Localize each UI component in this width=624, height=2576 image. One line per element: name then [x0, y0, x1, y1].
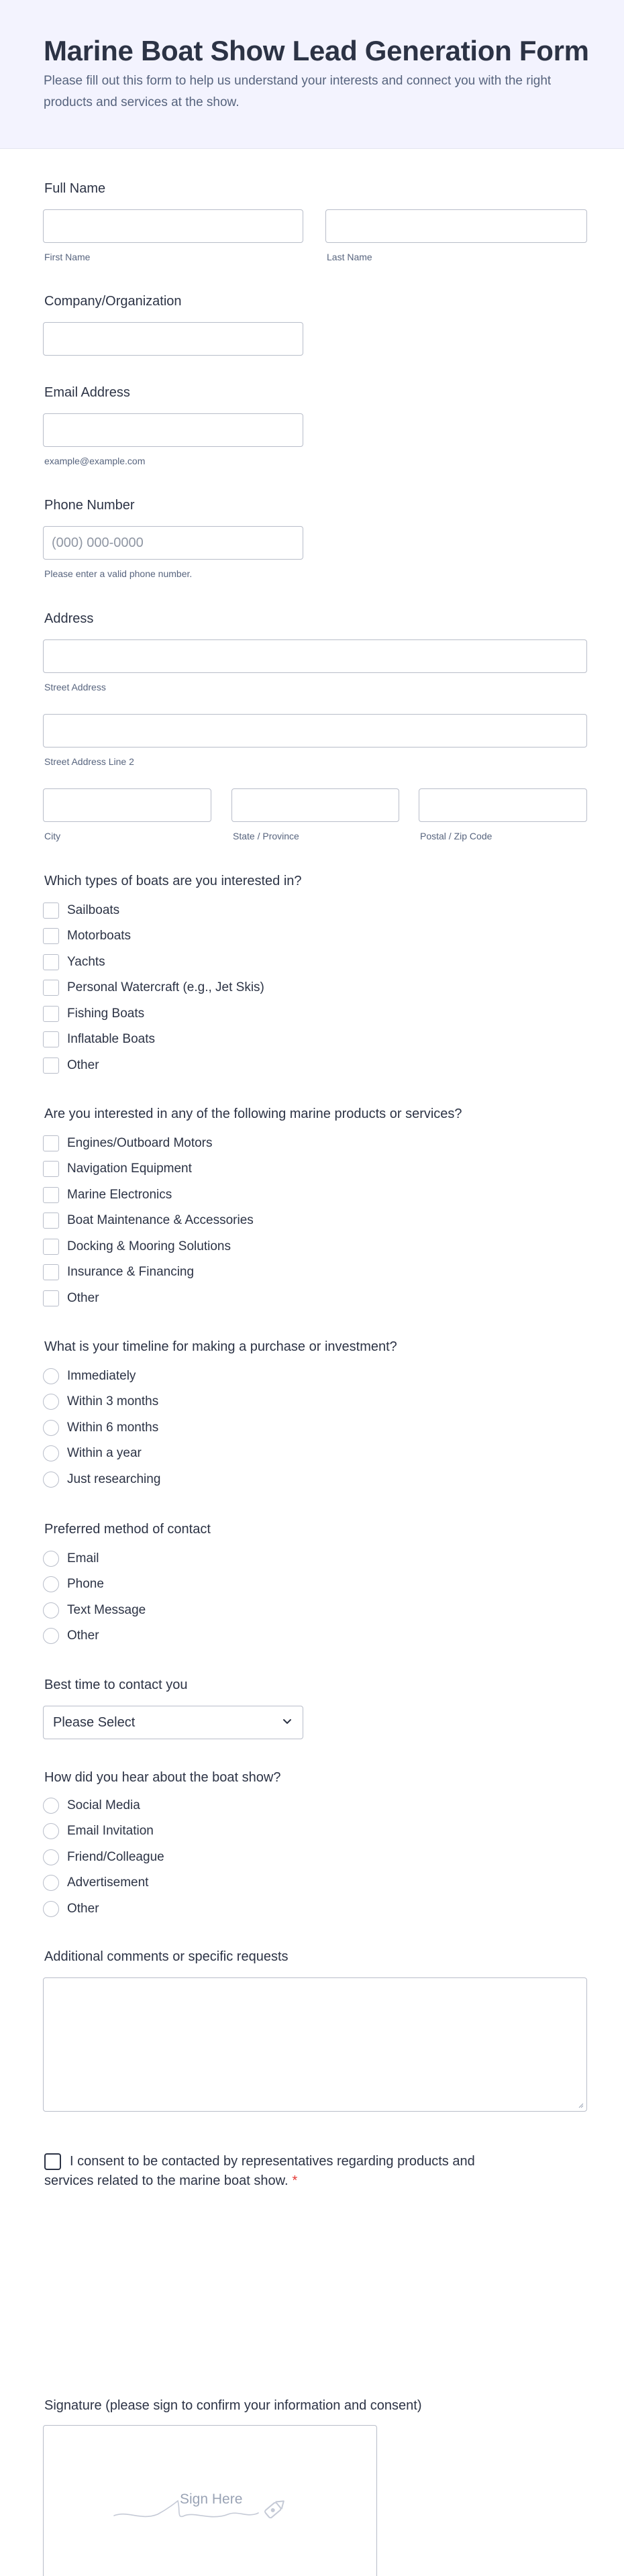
radio-button[interactable]: [43, 1901, 59, 1917]
street-address-sublabel: Street Address: [44, 682, 106, 692]
checkbox[interactable]: [43, 1031, 59, 1047]
heard-about-option[interactable]: Social Media: [43, 1796, 140, 1815]
first-name-sublabel: First Name: [44, 252, 91, 262]
boat-type-option[interactable]: Personal Watercraft (e.g., Jet Skis): [43, 978, 264, 997]
boat-type-option[interactable]: Yachts: [43, 953, 105, 972]
radio-button[interactable]: [43, 1602, 59, 1618]
boat-type-option[interactable]: Sailboats: [43, 901, 119, 920]
comments-textarea[interactable]: [43, 1977, 587, 2112]
radio-button[interactable]: [43, 1445, 59, 1461]
radio-button[interactable]: [43, 1823, 59, 1839]
company-input[interactable]: [43, 322, 303, 356]
heard-about-option[interactable]: Friend/Colleague: [43, 1848, 164, 1867]
product-option[interactable]: Insurance & Financing: [43, 1263, 194, 1282]
comments-label: Additional comments or specific requests: [44, 1949, 289, 1964]
checkbox[interactable]: [43, 1135, 59, 1151]
checkbox[interactable]: [43, 1006, 59, 1022]
heard-about-option[interactable]: Other: [43, 1900, 99, 1918]
timeline-option[interactable]: Immediately: [43, 1367, 136, 1386]
contact-method-option[interactable]: Email: [43, 1549, 99, 1568]
heard-about-option[interactable]: Email Invitation: [43, 1822, 154, 1841]
consent-label: I consent to be contacted by representatives regarding products and services related to the marine boat show.: [44, 2154, 475, 2188]
email-input[interactable]: [43, 413, 303, 447]
product-option[interactable]: Marine Electronics: [43, 1186, 172, 1204]
phone-input[interactable]: [43, 526, 303, 560]
boat-type-option[interactable]: Other: [43, 1056, 99, 1075]
city-input[interactable]: [43, 788, 211, 822]
contact-method-label: Preferred method of contact: [44, 1522, 211, 1537]
heard-about-option[interactable]: Advertisement: [43, 1873, 148, 1892]
checkbox[interactable]: [43, 928, 59, 944]
boat-types-label: Which types of boats are you interested in?: [44, 874, 302, 888]
timeline-option[interactable]: Within 6 months: [43, 1419, 158, 1437]
contact-method-option[interactable]: Phone: [43, 1575, 104, 1594]
signature-placeholder: Sign Here: [180, 2491, 243, 2507]
zip-input[interactable]: [419, 788, 587, 822]
radio-button[interactable]: [43, 1628, 59, 1644]
boat-type-option[interactable]: Fishing Boats: [43, 1004, 144, 1023]
products-label: Are you interested in any of the following marine products or services?: [44, 1106, 462, 1121]
best-time-selected-value: Please Select: [53, 1714, 136, 1730]
checkbox[interactable]: [43, 1239, 59, 1255]
chevron-down-icon: [281, 1715, 293, 1727]
city-sublabel: City: [44, 831, 61, 841]
checkbox[interactable]: [43, 1187, 59, 1203]
first-name-input[interactable]: [43, 209, 303, 243]
street-address-input[interactable]: [43, 639, 587, 673]
contact-method-option[interactable]: Other: [43, 1627, 99, 1645]
timeline-label: What is your timeline for making a purchase or investment?: [44, 1339, 397, 1354]
form-header: [0, 0, 624, 149]
boat-type-option[interactable]: Inflatable Boats: [43, 1030, 155, 1049]
state-input[interactable]: [231, 788, 399, 822]
last-name-input[interactable]: [325, 209, 587, 243]
contact-method-option[interactable]: Text Message: [43, 1601, 146, 1620]
checkbox[interactable]: [43, 1161, 59, 1177]
full-name-label: Full Name: [44, 181, 106, 196]
address-label: Address: [44, 611, 94, 626]
radio-button[interactable]: [43, 1368, 59, 1384]
timeline-option[interactable]: Within 3 months: [43, 1392, 158, 1411]
form-subtitle: Please fill out this form to help us understand your interests and connect you with the right products and services at the show.: [44, 74, 552, 109]
state-sublabel: State / Province: [233, 831, 299, 841]
street-address-line2-sublabel: Street Address Line 2: [44, 756, 134, 767]
radio-button[interactable]: [43, 1420, 59, 1436]
radio-button[interactable]: [43, 1472, 59, 1488]
checkbox[interactable]: [43, 1264, 59, 1280]
checkbox[interactable]: [43, 1213, 59, 1229]
radio-button[interactable]: [43, 1576, 59, 1592]
timeline-option[interactable]: Within a year: [43, 1444, 142, 1463]
company-label: Company/Organization: [44, 294, 182, 309]
signature-pad[interactable]: [43, 2425, 377, 2576]
street-address-line2-input[interactable]: [43, 714, 587, 748]
radio-button[interactable]: [43, 1551, 59, 1567]
product-option[interactable]: Other: [43, 1289, 99, 1308]
best-time-label: Best time to contact you: [44, 1678, 188, 1692]
phone-label: Phone Number: [44, 498, 135, 513]
radio-button[interactable]: [43, 1394, 59, 1410]
checkbox[interactable]: [43, 1290, 59, 1306]
boat-type-option[interactable]: Motorboats: [43, 927, 131, 945]
product-option[interactable]: Engines/Outboard Motors: [43, 1134, 213, 1153]
best-time-select[interactable]: [43, 1706, 303, 1739]
consent-text: [44, 2152, 527, 2191]
zip-sublabel: Postal / Zip Code: [420, 831, 492, 841]
product-option[interactable]: Navigation Equipment: [43, 1160, 192, 1178]
email-sublabel: example@example.com: [44, 456, 146, 466]
product-option[interactable]: Boat Maintenance & Accessories: [43, 1211, 254, 1230]
heard-about-label: How did you hear about the boat show?: [44, 1770, 281, 1785]
product-option[interactable]: Docking & Mooring Solutions: [43, 1237, 231, 1256]
email-label: Email Address: [44, 385, 130, 400]
last-name-sublabel: Last Name: [327, 252, 372, 262]
checkbox[interactable]: [43, 1058, 59, 1074]
form-title: Marine Boat Show Lead Generation Form: [44, 35, 589, 66]
timeline-option[interactable]: Just researching: [43, 1470, 160, 1489]
resize-grip-icon[interactable]: [577, 2102, 584, 2108]
radio-button[interactable]: [43, 1849, 59, 1865]
checkbox[interactable]: [43, 954, 59, 970]
signature-label: Signature (please sign to confirm your information and consent): [44, 2398, 422, 2413]
phone-sublabel: Please enter a valid phone number.: [44, 568, 193, 579]
radio-button[interactable]: [43, 1798, 59, 1814]
checkbox[interactable]: [43, 980, 59, 996]
checkbox[interactable]: [43, 903, 59, 919]
required-asterisk: *: [292, 2173, 298, 2188]
radio-button[interactable]: [43, 1875, 59, 1891]
